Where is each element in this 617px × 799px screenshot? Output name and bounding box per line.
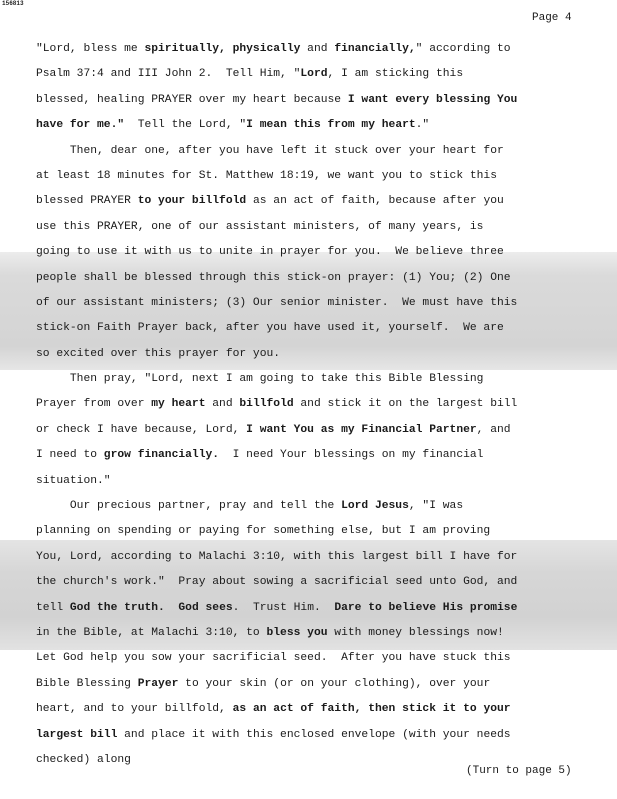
bold-text: my heart bbox=[151, 398, 206, 411]
text-line bbox=[36, 519, 596, 544]
text-run: Then, dear one, after you have left it stuck over your heart for bbox=[36, 144, 504, 157]
text-run: and bbox=[205, 398, 240, 411]
continuation-note: (Turn to page 5) bbox=[466, 765, 572, 777]
text-line bbox=[36, 697, 596, 722]
bold-text: billfold bbox=[239, 398, 294, 411]
text-line bbox=[36, 545, 596, 570]
text-run: to your skin (or on your clothing), over your bbox=[178, 677, 491, 690]
text-run bbox=[165, 602, 179, 614]
text-run: as an act of faith, because after you bbox=[246, 195, 504, 208]
text-line bbox=[36, 570, 596, 595]
text-run: people shall be blessed through this stick-on prayer: (1) You; (2) One bbox=[36, 271, 511, 284]
bold-text: bless you bbox=[266, 626, 328, 639]
text-run: Then pray, "Lord, next I am going to take this Bible Blessing bbox=[36, 373, 484, 386]
text-run: I need Your blessings on my financial bbox=[219, 449, 484, 462]
text-run: the church's work." Pray about sowing a sacrificial seed unto God, and bbox=[36, 576, 518, 589]
text-run: at least 18 minutes for St. Matthew 18:19, we want you to stick this bbox=[36, 169, 497, 182]
text-line bbox=[36, 723, 596, 748]
text-run: heart, and to your billfold, bbox=[36, 703, 233, 716]
bold-text: I want You as my Financial Partner bbox=[246, 423, 477, 436]
text-line bbox=[36, 392, 596, 417]
text-line bbox=[36, 240, 596, 265]
text-run: stick-on Faith Prayer back, after you have used it, yourself. We are bbox=[36, 322, 504, 335]
text-run: use this PRAYER, one of our assistant ministers, of many years, is bbox=[36, 220, 484, 233]
text-line bbox=[36, 367, 596, 392]
bold-text: God the truth. bbox=[69, 601, 165, 614]
bold-text: financially, bbox=[334, 43, 416, 55]
text-line bbox=[36, 672, 596, 697]
bold-text: have for me." bbox=[36, 119, 125, 132]
text-line bbox=[36, 37, 596, 62]
bold-text: Lord bbox=[300, 68, 328, 81]
text-run: " according to bbox=[415, 43, 511, 55]
text-line bbox=[36, 88, 596, 113]
text-run: , I am sticking this bbox=[327, 68, 464, 81]
text-run: tell bbox=[36, 601, 70, 614]
text-run: Psalm 37:4 and III John 2. Tell Him, " bbox=[36, 68, 301, 81]
text-run: blessed PRAYER bbox=[36, 195, 138, 208]
text-line bbox=[36, 266, 596, 291]
text-run: or check I have because, Lord, bbox=[36, 423, 247, 436]
bold-text: Prayer bbox=[137, 677, 179, 690]
text-run: and bbox=[300, 43, 335, 55]
bold-text: grow financially. bbox=[103, 449, 220, 462]
text-line bbox=[36, 418, 596, 443]
bold-text: to your billfold bbox=[137, 195, 247, 208]
text-run: going to use it with us to unite in prayer for you. We believe three bbox=[36, 246, 504, 259]
bold-text: I want every blessing You bbox=[347, 93, 518, 106]
text-run: blessed, healing PRAYER over my heart because bbox=[36, 93, 348, 106]
text-run: checked) along bbox=[36, 753, 131, 766]
bold-text: Dare to believe His promise bbox=[334, 601, 518, 614]
text-line bbox=[36, 113, 596, 138]
text-run: so excited over this prayer for you. bbox=[36, 347, 281, 360]
text-run: I need to bbox=[36, 449, 104, 462]
text-run: situation." bbox=[36, 474, 111, 487]
text-line bbox=[36, 646, 596, 671]
text-run: "Lord, bless me bbox=[36, 43, 145, 55]
text-run: Prayer from over bbox=[36, 398, 152, 411]
text-line bbox=[36, 164, 596, 189]
bold-text: as an act of faith, then stick it to your bbox=[232, 703, 511, 716]
text-line bbox=[36, 215, 596, 240]
text-line bbox=[36, 62, 596, 87]
text-run: in the Bible, at Malachi 3:10, to bbox=[36, 626, 267, 639]
text-run: . Trust Him. bbox=[232, 601, 335, 614]
text-run: , "I was bbox=[408, 500, 464, 513]
text-line bbox=[36, 189, 596, 214]
text-line bbox=[36, 291, 596, 316]
bold-text: largest bill bbox=[36, 728, 118, 741]
text-run: Let God help you sow your sacrificial seed. After you have stuck this bbox=[36, 652, 511, 665]
text-run: and place it with this enclosed envelope (with your needs bbox=[117, 728, 511, 741]
text-run: with money blessings now! bbox=[327, 626, 504, 639]
text-run: , and bbox=[476, 423, 511, 436]
text-run: Tell the Lord, " bbox=[124, 119, 247, 132]
text-line bbox=[36, 621, 596, 646]
text-line bbox=[36, 469, 596, 494]
bold-text: God sees bbox=[178, 601, 233, 614]
text-line bbox=[36, 316, 596, 341]
text-line bbox=[36, 139, 596, 164]
text-run: and stick it on the largest bill bbox=[293, 398, 518, 411]
document-id: 156813 bbox=[2, 0, 24, 7]
text-run: You, Lord, according to Malachi 3:10, with this largest bill I have for bbox=[36, 550, 518, 563]
text-run: of our assistant ministers; (3) Our senior minister. We must have this bbox=[36, 296, 518, 309]
text-run: Our precious partner, pray and tell the bbox=[36, 500, 342, 513]
text-line bbox=[36, 443, 596, 468]
text-run: Bible Blessing bbox=[36, 677, 138, 690]
text-run: planning on spending or paying for something else, but I am proving bbox=[36, 525, 491, 538]
text-line bbox=[36, 596, 596, 621]
text-run: ." bbox=[415, 119, 430, 132]
text-line bbox=[36, 342, 596, 367]
page-number: Page 4 bbox=[532, 12, 572, 24]
bold-text: Lord Jesus bbox=[341, 500, 409, 513]
bold-text: I mean this from my heart bbox=[246, 119, 416, 132]
bold-text: spiritually, physically bbox=[144, 43, 301, 55]
letter-body bbox=[36, 37, 596, 773]
text-line bbox=[36, 494, 596, 519]
